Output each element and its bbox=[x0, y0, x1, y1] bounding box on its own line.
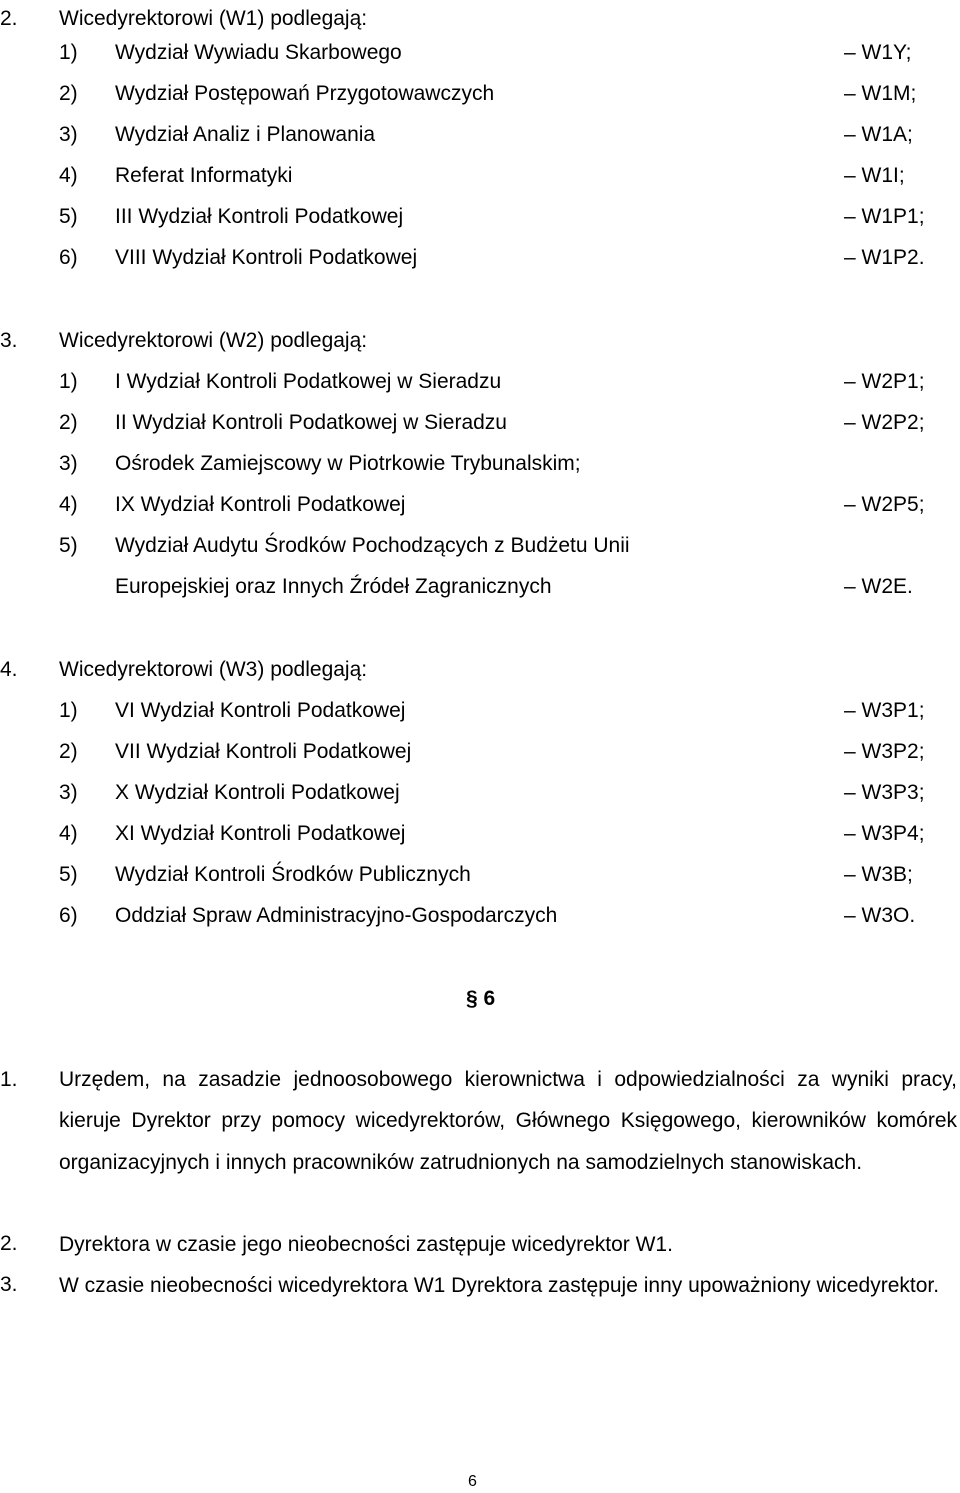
item-name-continued: Europejskiej oraz Innych Źródeł Zagranicznych bbox=[115, 575, 552, 598]
item-number: 5) bbox=[59, 534, 78, 557]
section-header: Wicedyrektorowi (W2) podlegają: bbox=[59, 329, 368, 352]
page-number: 6 bbox=[468, 1473, 477, 1490]
paragraph-text: Dyrektora w czasie jego nieobecności zastępuje wicedyrektor W1. bbox=[59, 1233, 673, 1256]
item-name: VIII Wydział Kontroli Podatkowej bbox=[115, 246, 418, 269]
item-number: 2) bbox=[59, 740, 78, 763]
item-name: VI Wydział Kontroli Podatkowej bbox=[115, 699, 406, 722]
section-number: 2. bbox=[0, 7, 18, 30]
item-code: – W2E. bbox=[844, 575, 913, 598]
paragraph-number: 1. bbox=[0, 1068, 18, 1091]
item-name: Wydział Kontroli Środków Publicznych bbox=[115, 863, 471, 886]
item-number: 5) bbox=[59, 863, 78, 886]
item-name: II Wydział Kontroli Podatkowej w Sieradzu bbox=[115, 411, 507, 434]
item-name: Ośrodek Zamiejscowy w Piotrkowie Trybunalskim; bbox=[115, 452, 581, 475]
item-number: 1) bbox=[59, 41, 78, 64]
item-code: – W3P2; bbox=[844, 740, 925, 763]
item-name: XI Wydział Kontroli Podatkowej bbox=[115, 822, 406, 845]
item-number: 3) bbox=[59, 123, 78, 146]
item-name: X Wydział Kontroli Podatkowej bbox=[115, 781, 400, 804]
item-code: – W2P5; bbox=[844, 493, 925, 516]
paragraph-text: W czasie nieobecności wicedyrektora W1 Dyrektora zastępuje inny upoważniony wicedyrektor. bbox=[59, 1274, 940, 1297]
item-number: 4) bbox=[59, 164, 78, 187]
item-name: Referat Informatyki bbox=[115, 164, 293, 187]
item-name: III Wydział Kontroli Podatkowej bbox=[115, 205, 404, 228]
item-number: 5) bbox=[59, 205, 78, 228]
item-code: – W3B; bbox=[844, 863, 913, 886]
paragraph-number: 2. bbox=[0, 1232, 18, 1255]
item-number: 6) bbox=[59, 246, 78, 269]
item-name: Wydział Audytu Środków Pochodzących z Budżetu Unii bbox=[115, 534, 630, 557]
item-number: 6) bbox=[59, 904, 78, 927]
item-name: Wydział Analiz i Planowania bbox=[115, 123, 376, 146]
item-code: – W3P1; bbox=[844, 699, 925, 722]
section-header: Wicedyrektorowi (W1) podlegają: bbox=[59, 7, 368, 30]
item-number: 2) bbox=[59, 82, 78, 105]
item-number: 3) bbox=[59, 781, 78, 804]
paragraph-text: Urzędem, na zasadzie jednoosobowego kierownictwa i odpowiedzialności za wyniki pracy, kieruje Dyrektor przy pomocy wicedyrektorów, Głównego Księgowego, kierowników komórek organizacyjnych i innych pracowników zatrudnionych na samodzielnych stanowiskach. bbox=[59, 1068, 957, 1174]
section-number: 4. bbox=[0, 658, 18, 681]
item-number: 3) bbox=[59, 452, 78, 475]
item-code: – W2P1; bbox=[844, 370, 925, 393]
section-header: Wicedyrektorowi (W3) podlegają: bbox=[59, 658, 368, 681]
paragraph-number: 3. bbox=[0, 1273, 18, 1296]
item-code: – W3O. bbox=[844, 904, 916, 927]
item-name: I Wydział Kontroli Podatkowej w Sieradzu bbox=[115, 370, 502, 393]
item-name: Wydział Wywiadu Skarbowego bbox=[115, 41, 402, 64]
item-number: 2) bbox=[59, 411, 78, 434]
item-code: – W1P1; bbox=[844, 205, 925, 228]
item-code: – W1Y; bbox=[844, 41, 912, 64]
item-code: – W2P2; bbox=[844, 411, 925, 434]
section-sign: § 6 bbox=[466, 987, 496, 1010]
item-number: 1) bbox=[59, 699, 78, 722]
item-number: 4) bbox=[59, 493, 78, 516]
item-code: – W1I; bbox=[844, 164, 905, 187]
item-code: – W3P4; bbox=[844, 822, 925, 845]
item-name: IX Wydział Kontroli Podatkowej bbox=[115, 493, 406, 516]
item-name: VII Wydział Kontroli Podatkowej bbox=[115, 740, 412, 763]
item-code: – W1M; bbox=[844, 82, 917, 105]
item-name: Wydział Postępowań Przygotowawczych bbox=[115, 82, 495, 105]
item-number: 1) bbox=[59, 370, 78, 393]
item-number: 4) bbox=[59, 822, 78, 845]
item-code: – W3P3; bbox=[844, 781, 925, 804]
item-code: – W1P2. bbox=[844, 246, 925, 269]
item-code: – W1A; bbox=[844, 123, 913, 146]
item-name: Oddział Spraw Administracyjno-Gospodarczych bbox=[115, 904, 558, 927]
section-number: 3. bbox=[0, 329, 18, 352]
